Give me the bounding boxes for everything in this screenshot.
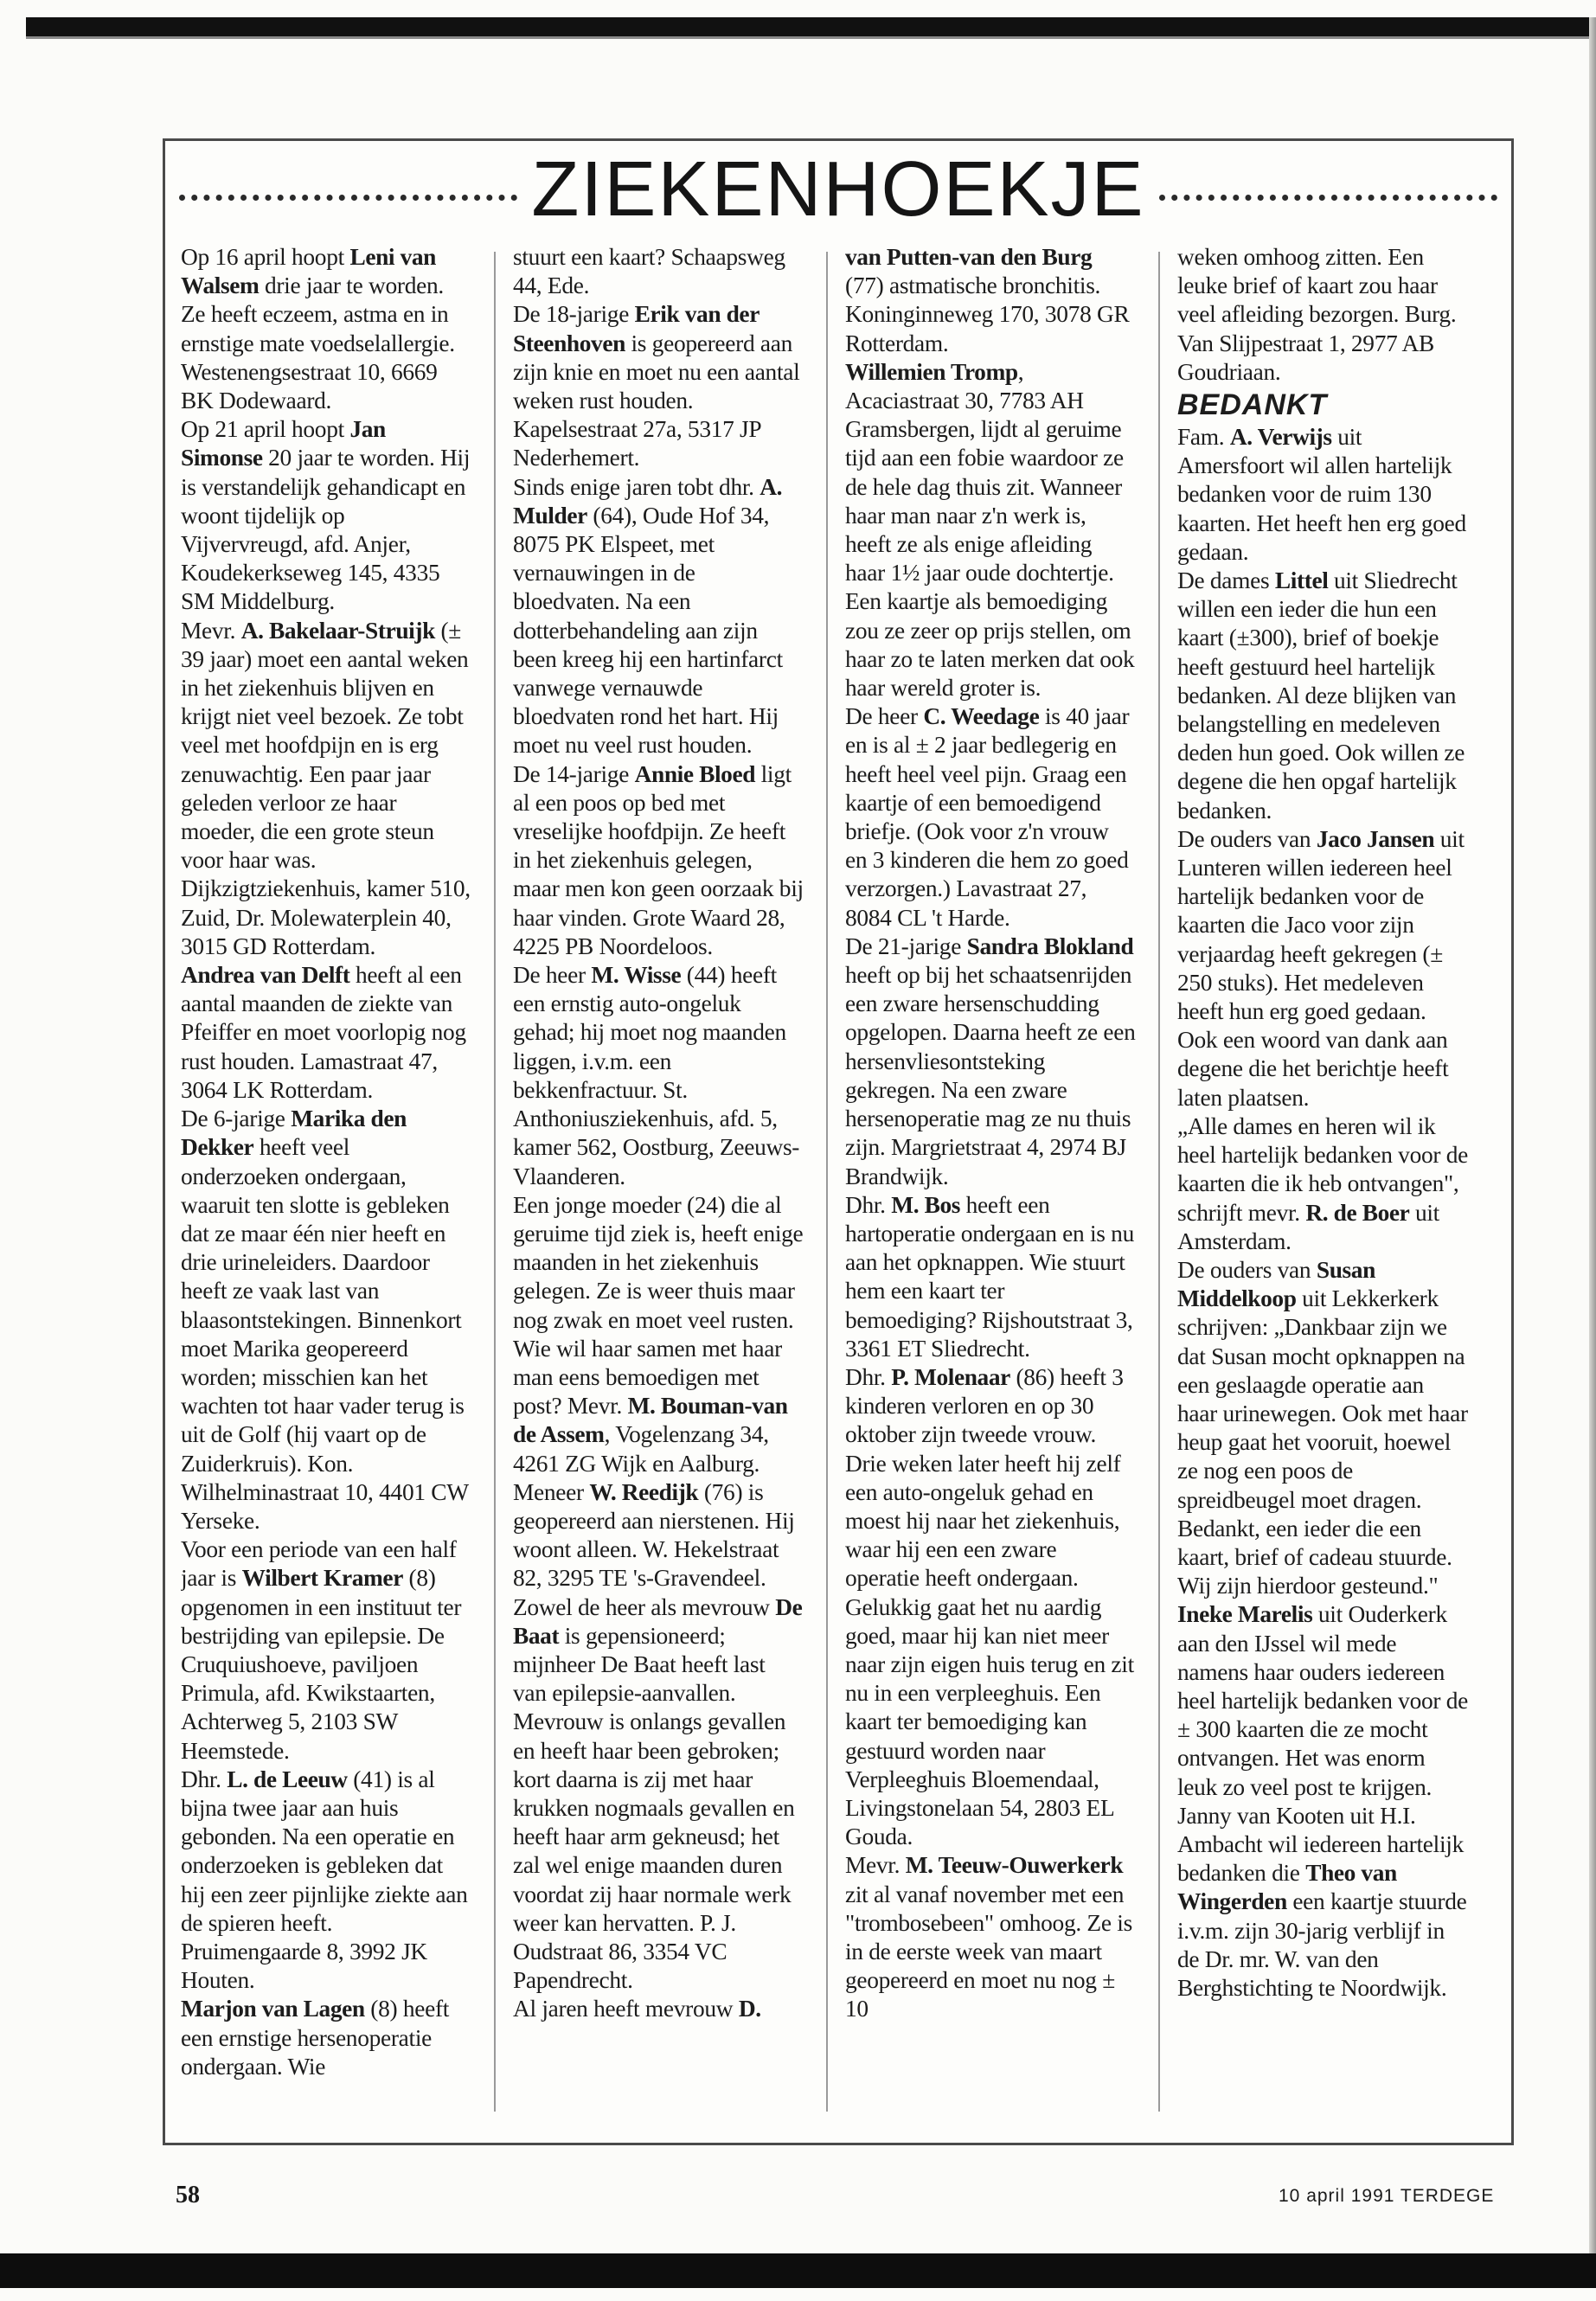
notice-paragraph	[845, 243, 1136, 358]
notice-text: uit Amsterdam.	[1177, 1199, 1439, 1254]
notice-paragraph	[1177, 423, 1468, 567]
scan-top-rule	[26, 36, 1596, 39]
notice-text: (64), Oude Hof 34, 8075 PK Elspeet, met vernauwingen in de bloedvaten. Na een dotterbehandeling aan zijn been kreeg hij een hartinfarct vanwege vernauwde bloedvaten rond het hart. Hij moet nu veel rust houden.	[513, 502, 783, 759]
notice-text: Mevr.	[845, 1852, 906, 1879]
person-name: Susan Middelkoop	[1177, 1256, 1375, 1312]
person-name: M. Bouman-van de Assem	[513, 1393, 788, 1448]
notice-paragraph	[513, 1593, 804, 1996]
notice-text: De 18-jarige	[513, 301, 635, 328]
person-name: Ineke Marelis	[1177, 1601, 1313, 1628]
notice-text: (8) heeft een ernstige hersenoperatie ondergaan. Wie	[181, 1996, 450, 2080]
notice-text: Al jaren heeft mevrouw	[513, 1996, 739, 2022]
notice-paragraph	[181, 1105, 471, 1535]
column-divider	[826, 252, 828, 2112]
notice-paragraph	[845, 702, 1136, 933]
notice-paragraph	[845, 933, 1136, 1191]
notice-text: Een jonge moeder (24) die al geruime tijd ziek is, heeft enige maanden in het ziekenhuis gelegen. Ze is weer thuis maar nog zwak en moet veel rusten. Wie wil haar samen met haar man eens bemoedigen met post? Mevr.	[513, 1191, 804, 1420]
notice-paragraph	[513, 300, 804, 472]
person-name: Erik van der Steenhoven	[513, 301, 760, 356]
notice-text: Op 16 april hoopt	[181, 244, 350, 270]
column-divider	[494, 252, 496, 2112]
notice-text: uit Sliedrecht willen een ieder die hun een kaart (±300), brief of boekje heeft gestuurd heel hartelijk bedanken. Al deze blijken van belangstelling en medeleven deden hun goed. Ook willen ze degene die hen opgaf hartelijk bedanken.	[1177, 567, 1465, 824]
person-name: Jan Simonse	[181, 416, 386, 471]
notice-text: uit Amersfoort wil allen hartelijk bedanken voor de ruim 130 kaarten. Het heeft hen erg goed gedaan.	[1177, 424, 1466, 565]
notice-text: heeft een hartoperatie ondergaan en is nu aan het opknappen. Wie stuurt hem een kaart ter bemoediging? Rijshoutstraat 3, 3361 ET Sliedrecht.	[845, 1191, 1134, 1362]
person-name: A. Mulder	[513, 473, 783, 529]
notice-text: drie jaar te worden. Ze heeft eczeem, astma en in ernstige mate voedselallergie. Westenengsestraat 10, 6669 BK Dodewaard.	[181, 272, 455, 414]
notice-text: een kaartje stuurde i.v.m. zijn 30-jarig verblijf in de Dr. mr. W. van den Berghstichting te Noordwijk.	[1177, 1888, 1467, 2001]
notice-text: heeft al een aantal maanden de ziekte van Pfeiffer en moet voorlopig nog rust houden. Lamastraat 47, 3064 LK Rotterdam.	[181, 962, 466, 1103]
person-name: P. Molenaar	[891, 1363, 1010, 1390]
notice-text: is 40 jaar en is al ± 2 jaar bedlegerig en heeft heel veel pijn. Graag een kaartje of een bemoedigend briefje. (Ook voor z'n vrouw en 3 kinderen die hem zo goed verzorgen.) Lavastraat 27, 8084 CL 't Harde.	[845, 703, 1130, 931]
notice-text: De heer	[845, 703, 924, 730]
column-2	[513, 243, 804, 2134]
notice-paragraph	[513, 961, 804, 1191]
notice-text: heeft op bij het schaatsenrijden een zware hersenschudding opgelopen. Daarna heeft ze een hersenvliesontsteking gekregen. Na een zware hersenoperatie mag ze nu thuis zijn. Margrietstraat 4, 2974 BJ Brandwijk.	[845, 962, 1136, 1189]
notice-text: (41) is al bijna twee jaar aan huis gebonden. Na een operatie en onderzoeken is gebleken dat hij een zeer pijnlijke ziekte aan de spieren heeft. Pruimengaarde 8, 3992 JK Houten.	[181, 1766, 468, 1994]
notice-text: uit Lunteren willen iedereen heel hartelijk bedanken voor de kaarten die Jaco voor zijn verjaardag heeft gekregen (± 250 stuks). Het medeleven heeft hun erg goed gedaan. Ook een woord van dank aan degene die het berichtje heeft laten plaatsen.	[1177, 825, 1465, 1111]
notice-paragraph	[1177, 567, 1468, 825]
notice-text: is gepensioneerd; mijnheer De Baat heeft last van epilepsie-aanvallen. Mevrouw is onlangs gevallen en heeft haar been gebroken; kort daarna is zij met haar krukken nogmaals gevallen en heeft haar arm gekneusd; het zal wel enige maanden duren voordat zij haar normale werk weer kan hervatten. P. J. Oudstraat 86, 3354 VC Papendrecht.	[513, 1622, 795, 1994]
person-name: C. Weedage	[923, 703, 1040, 730]
notice-text: Dhr.	[181, 1766, 228, 1792]
person-name: van Putten-van den Burg	[845, 244, 1093, 270]
notice-paragraph	[181, 617, 471, 961]
notice-text: (76) is geopereerd aan nierstenen. Hij woont alleen. W. Hekelstraat 82, 3295 TE 's-Gravendeel.	[513, 1478, 795, 1592]
person-name: W. Reedijk	[589, 1478, 699, 1505]
notice-text: , Acaciastraat 30, 7783 AH Gramsbergen, lijdt al geruime tijd aan een fobie waardoor ze de hele dag thuis zit. Wanneer haar man naar z'n werk is, heeft ze als enige afleiding haar 1½ jaar oude dochtertje. Een kaartje als bemoediging zou ze zeer op prijs stellen, om haar zo te laten merken dat ook haar wereld groter is.	[845, 358, 1135, 702]
person-name: D.	[738, 1996, 761, 2022]
person-name: Littel	[1274, 567, 1329, 594]
notice-paragraph	[845, 358, 1136, 702]
person-name: Theo van Wingerden	[1177, 1860, 1397, 1915]
notice-paragraph	[513, 760, 804, 961]
person-name: Annie Bloed	[634, 760, 756, 787]
notice-paragraph	[181, 1995, 471, 2081]
notice-paragraph	[1177, 825, 1468, 1112]
person-name: Jaco Jansen	[1316, 825, 1435, 852]
person-name: De Baat	[513, 1593, 803, 1649]
notice-text: stuurt een kaart? Schaapsweg 44, Ede.	[513, 244, 785, 299]
notice-text: (± 39 jaar) moet een aantal weken in het ziekenhuis blijven en krijgt niet veel bezoek. Ze tobt veel met hoofdpijn en is erg zenuwachtig. Een paar jaar geleden verloor ze haar moeder, die een grote steun voor haar was. Dijkzigtziekenhuis, kamer 510, Zuid, Dr. Molewaterplein 40, 3015 GD Rotterdam.	[181, 617, 471, 959]
person-name: Marika den Dekker	[181, 1106, 407, 1161]
section-title: ZIEKENHOEKJE	[531, 146, 1145, 233]
notice-paragraph	[181, 243, 471, 415]
notice-text: zit al vanaf november met een "trombosebeen" omhoog. Ze is in de eerste week van maart geopereerd en moet nu nog ± 10	[845, 1881, 1132, 2022]
bedankt-heading: BEDANKT	[1177, 388, 1328, 422]
notice-text: Dhr.	[845, 1363, 892, 1390]
notice-text: (86) heeft 3 kinderen verloren en op 30 oktober zijn tweede vrouw. Drie weken later heeft hij zelf een auto-ongeluk gehad en moest hij naar het ziekenhuis, waar hij een een zware operatie heeft ondergaan. Gelukkig gaat het nu aardig goed, maar hij kan niet meer naar zijn eigen huis terug en zit nu in een verpleeghuis. Een kaart ter bemoediging kan gestuurd worden naar Verpleeghuis Bloemendaal, Livingstonelaan 54, 2803 EL Gouda.	[845, 1363, 1134, 1850]
person-name: M. Wisse	[591, 962, 682, 989]
notice-text: Fam.	[1177, 424, 1230, 451]
notice-paragraph	[513, 473, 804, 760]
article-frame	[163, 138, 1514, 2145]
person-name: M. Teeuw-Ouwerkerk	[905, 1852, 1124, 1879]
notice-text: Dhr.	[845, 1191, 892, 1218]
notice-text: Voor een periode van een half jaar is	[181, 1536, 457, 1592]
notice-text: De dames	[1177, 567, 1275, 594]
scan-bottom-border	[0, 2253, 1596, 2288]
notice-paragraph	[181, 1535, 471, 1766]
notice-text: , Vogelenzang 34, 4261 ZG Wijk en Aalburg.	[513, 1421, 769, 1477]
notice-text: heeft veel onderzoeken ondergaan, waaruit ten slotte is gebleken dat ze maar één nier heeft en drie urineleiders. Daardoor heeft ze vaak last van blaasontstekingen. Binnenkort moet Marika geopereerd worden; misschien kan het wachten tot haar vader terug is uit de Golf (hij vaart op de Zuiderkruis). Kon. Wilhelminastraat 10, 4401 CW Yerseke.	[181, 1134, 469, 1534]
notice-paragraph	[181, 1766, 471, 1996]
notice-paragraph	[1177, 1802, 1468, 2003]
notice-text: De heer	[513, 962, 592, 989]
notice-text: uit Ouderkerk aan den IJssel wil mede namens haar ouders iedereen heel hartelijk bedanken voor de ± 300 kaarten die ze mocht ontvangen. Het was enorm leuk zo veel post te krijgen.	[1177, 1601, 1468, 1800]
notice-text: (44) heeft een ernstig auto-ongeluk gehad; hij moet nog maanden liggen, i.v.m. een bekkenfractuur. St. Anthoniusziekenhuis, afd. 5, kamer 562, Oostburg, Zeeuws-Vlaanderen.	[513, 962, 800, 1189]
notice-text: De 14-jarige	[513, 760, 635, 787]
notice-paragraph	[513, 1191, 804, 1478]
notice-text: (8) opgenomen in een instituut ter bestrijding van epilepsie. De Cruquiushoeve, paviljoen Primula, afd. Kwikstaarten, Achterweg 5, 2103 SW Heemstede.	[181, 1565, 462, 1764]
person-name: Andrea van Delft	[181, 962, 350, 989]
article-columns	[165, 243, 1511, 2138]
notice-text: Sinds enige jaren tobt dhr.	[513, 473, 760, 500]
notice-text: Op 21 april hoopt	[181, 416, 350, 443]
person-name: Wilbert Kramer	[241, 1565, 403, 1592]
notice-paragraph	[1177, 1600, 1468, 1801]
title-dots-right	[1159, 195, 1497, 201]
notice-text: De ouders van	[1177, 825, 1317, 852]
column-4	[1177, 243, 1468, 2134]
notice-paragraph	[513, 1995, 804, 2023]
notice-text: weken omhoog zitten. Een leuke brief of kaart zou haar veel afleiding bezorgen. Burg. Van Slijpestraat 1, 2977 AB Goudriaan.	[1177, 244, 1457, 385]
notice-text: De 6-jarige	[181, 1106, 292, 1132]
notice-paragraph	[513, 243, 804, 300]
person-name: A. Bakelaar-Struijk	[240, 617, 435, 644]
notice-paragraph	[1177, 1256, 1468, 1600]
column-divider	[1158, 252, 1160, 2112]
column-1	[181, 243, 471, 2134]
notice-paragraph	[845, 1851, 1136, 2023]
notice-text: De ouders van	[1177, 1256, 1317, 1283]
notice-text: „Alle dames en heren wil ik heel hartelijk bedanken voor de kaarten die ik heb ontvangen", schrijft mevr.	[1177, 1112, 1468, 1226]
notice-text: 20 jaar te worden. Hij is verstandelijk gehandicapt en woont tijdelijk op Vijvervreugd, afd. Anjer, Koudekerkseweg 145, 4335 SM Middelburg.	[181, 445, 471, 615]
section-title-row	[165, 146, 1511, 233]
notice-paragraph	[181, 415, 471, 616]
notice-text: is geopereerd aan zijn knie en moet nu een aantal weken rust houden. Kapelsestraat 27a, 5317 JP Nederhemert.	[513, 330, 800, 471]
person-name: R. de Boer	[1305, 1199, 1410, 1226]
notice-text: De 21-jarige	[845, 933, 967, 959]
notice-paragraph	[845, 1191, 1136, 1363]
title-dots-left	[179, 195, 517, 201]
person-name: Marjon van Lagen	[181, 1996, 365, 2022]
person-name: Leni van Walsem	[181, 244, 436, 299]
scan-right-edge	[1589, 17, 1596, 2266]
person-name: M. Bos	[891, 1191, 961, 1218]
person-name: L. de Leeuw	[227, 1766, 348, 1792]
notice-paragraph	[845, 1363, 1136, 1851]
scan-top-border	[26, 17, 1596, 36]
page-number: 58	[176, 2182, 200, 2208]
person-name: A. Verwijs	[1229, 424, 1332, 451]
person-name: Willemien Tromp	[845, 358, 1018, 385]
notice-paragraph	[1177, 243, 1468, 387]
issue-date: 10 april 1991 TERDEGE	[1279, 2186, 1495, 2206]
notice-paragraph	[513, 1478, 804, 1593]
notice-paragraph	[181, 961, 471, 1105]
notice-text: Mevr.	[181, 617, 241, 644]
notice-text: uit Lekkerkerk schrijven: „Dankbaar zijn we dat Susan mocht opknappen na een geslaagde operatie aan haar urinewegen. Ook met haar heup gaat het vooruit, hoewel ze nog een poos de spreidbeugel moet dragen. Bedankt, een ieder die een kaart, brief of cadeau stuurde. Wij zijn hierdoor gesteund."	[1177, 1285, 1468, 1599]
notice-text: Meneer	[513, 1478, 590, 1505]
notice-text: Janny van Kooten uit H.I. Ambacht wil iedereen hartelijk bedanken die	[1177, 1802, 1464, 1887]
notice-paragraph	[1177, 1112, 1468, 1256]
notice-text: ligt al een poos op bed met vreselijke hoofdpijn. Ze heeft in het ziekenhuis gelegen, maar men kon geen oorzaak bij haar vinden. Grote Waard 28, 4225 PB Noordeloos.	[513, 760, 804, 959]
notice-text: Zowel de heer als mevrouw	[513, 1593, 776, 1620]
column-3	[845, 243, 1136, 2134]
notice-text: (77) astmatische bronchitis. Koninginneweg 170, 3078 GR Rotterdam.	[845, 272, 1130, 356]
person-name: Sandra Blokland	[966, 933, 1134, 959]
